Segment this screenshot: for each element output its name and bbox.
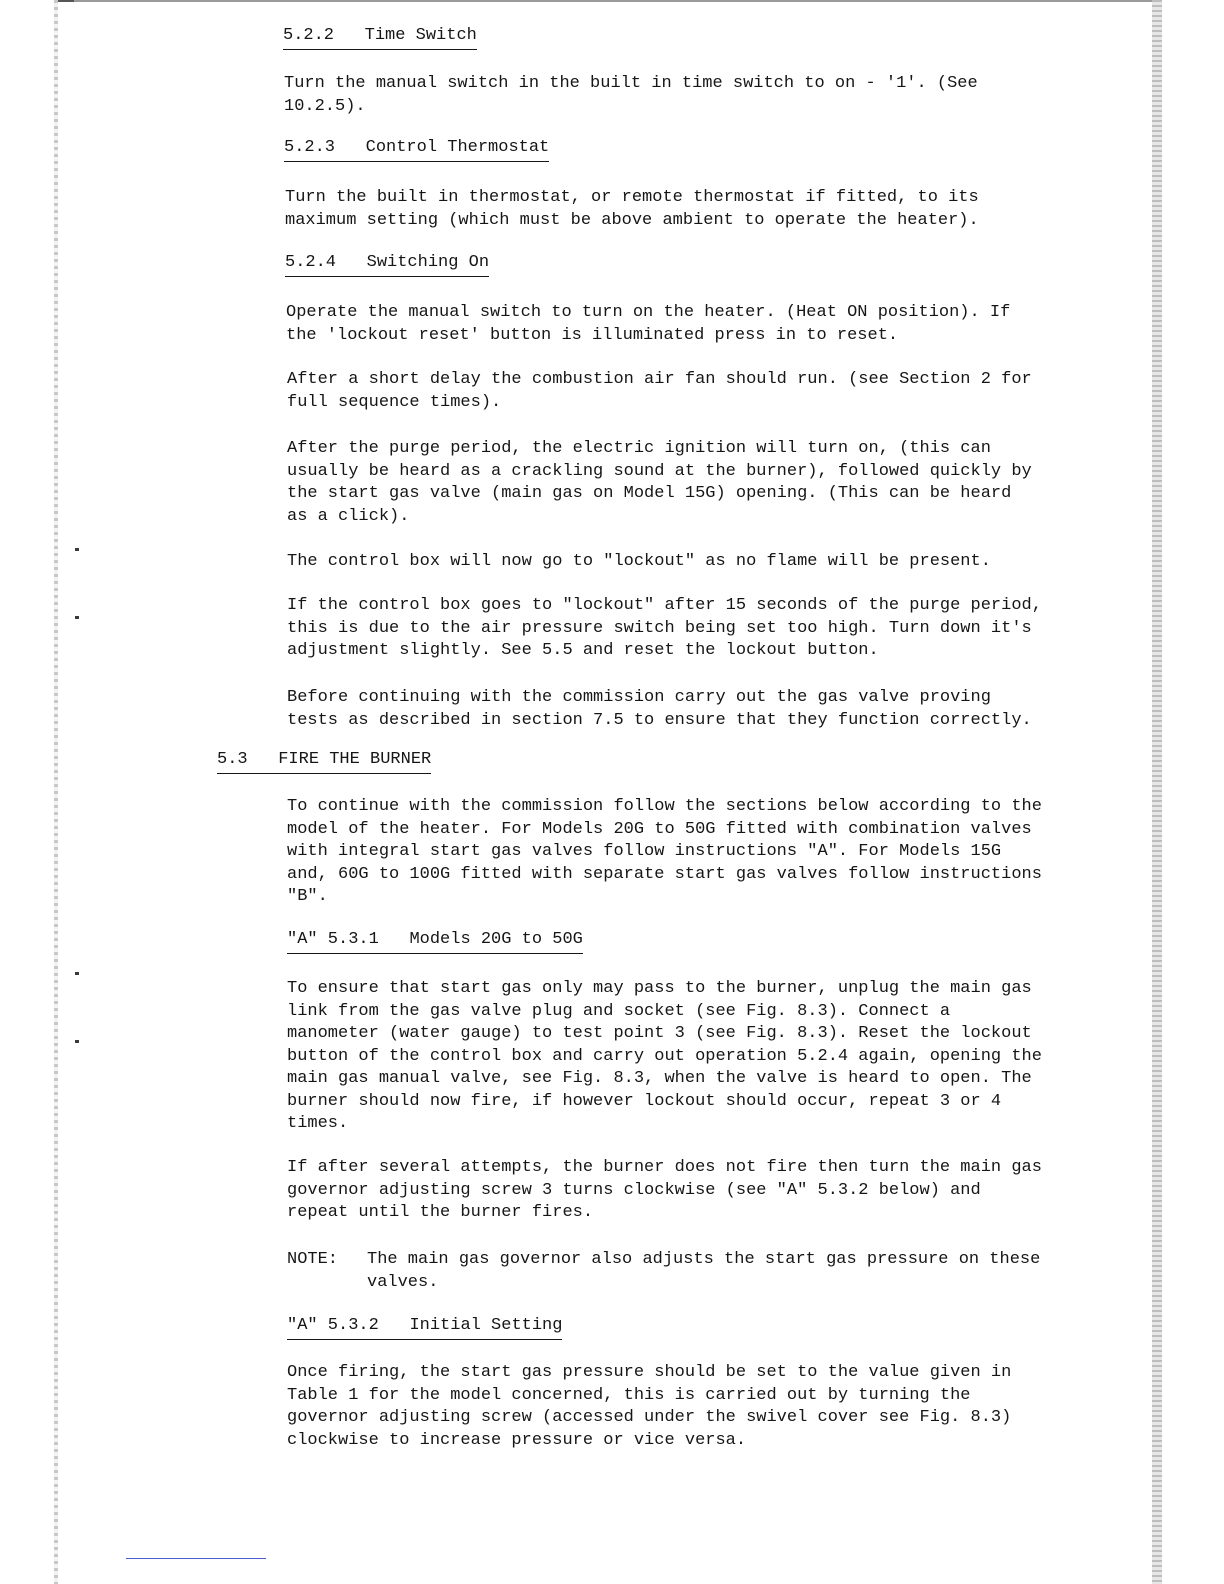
- section-title: Models 20G to 50G: [409, 930, 583, 949]
- paragraph-switching-on: Operate the manual switch to turn on the heater. (Heat ON position). If the 'lockout reset' button is illuminated press in to reset.: [286, 303, 1011, 345]
- section-title: Control Thermostat: [365, 138, 550, 157]
- paragraph-fan-run: After a short delay the combustion air fan should run. (see Section 2 for full sequence times).: [287, 370, 1032, 412]
- section-heading-a-5-3-1: [287, 929, 583, 954]
- section-title: Switching On: [366, 253, 490, 272]
- section-heading-5-2-4: [285, 252, 489, 277]
- paragraph-control-thermostat: Turn the built in thermostat, or remote thermostat if fitted, to its maximum setting (which must be above ambient to operate the heater).: [285, 188, 979, 230]
- paragraph-proving-tests: Before continuing with the commission carry out the gas valve proving tests as described in section 7.5 to ensure that they function correctly.: [287, 688, 1032, 730]
- note-block: [287, 1249, 1157, 1295]
- paragraph-governor: If after several attempts, the burner does not fire then turn the main gas governor adjusting screw 3 turns clockwise (see "A" 5.3.2 below) and repeat until the burner fires.: [287, 1158, 1042, 1222]
- scan-edge-top: [54, 0, 1160, 2]
- scan-speck: [75, 972, 79, 975]
- section-number: 5.2.3: [284, 138, 336, 157]
- section-number: 5.3: [217, 750, 248, 769]
- scan-speck: [75, 1040, 79, 1043]
- paragraph-ignition: After the purge period, the electric ignition will turn on, (this can usually be heard as a crackling sound at the burner), followed quickly by the start gas valve (main gas on Model 15G) opening. (This can be heard as a click).: [287, 439, 1032, 526]
- note-text: The main gas governor also adjusts the start gas pressure on these valves.: [367, 1250, 1041, 1292]
- paragraph-lockout: The control box will now go to "lockout" as no flame will be present.: [287, 552, 991, 571]
- section-title: FIRE THE BURNER: [278, 750, 432, 769]
- section-number: 5.2.4: [285, 253, 337, 272]
- section-title: Time Switch: [364, 26, 477, 45]
- section-heading-5-2-3: [284, 137, 549, 162]
- scan-edge-right: [1152, 0, 1162, 1584]
- paragraph-air-pressure: If the control box goes to "lockout" after 15 seconds of the purge period, this is due to the air pressure switch being set too high. Turn down it's adjustment slightly. See 5.5 and reset the lockout button.: [287, 596, 1042, 660]
- section-heading-a-5-3-2: [287, 1315, 562, 1340]
- section-number: 5.2.2: [283, 26, 335, 45]
- section-heading-5-3: [217, 749, 431, 774]
- footer-rule: [126, 1558, 266, 1559]
- section-number: "A" 5.3.1: [287, 930, 379, 949]
- section-title: Initial Setting: [409, 1316, 563, 1335]
- section-heading-5-2-2: [283, 25, 477, 50]
- section-number: "A" 5.3.2: [287, 1316, 379, 1335]
- paragraph-fire-burner: To continue with the commission follow the sections below according to the model of the heater. For Models 20G to 50G fitted with combination valves with integral start gas valves follow instructions "A". For Models 15G and, 60G to 100G fitted with separate start gas valves follow instructions "B".: [287, 797, 1042, 906]
- scan-speck: [75, 548, 79, 551]
- paragraph-start-gas: To ensure that start gas only may pass to the burner, unplug the main gas link from the gas valve plug and socket (see Fig. 8.3). Connect a manometer (water gauge) to test point 3 (see Fig. 8.3). Reset the lockout button of the control box and carry out operation 5.2.4 again, opening the main gas manual valve, see Fig. 8.3, when the valve is heard to open. The burner should now fire, if however lockout should occur, repeat 3 or 4 times.: [287, 979, 1042, 1133]
- scan-edge-left: [54, 0, 58, 1584]
- note-label: NOTE:: [287, 1250, 339, 1269]
- paragraph-initial-setting: Once firing, the start gas pressure should be set to the value given in Table 1 for the model concerned, this is carried out by turning the governor adjusting screw (accessed under the swivel cover see Fig. 8.3) clockwise to increase pressure or vice versa.: [287, 1363, 1012, 1450]
- paragraph-time-switch: Turn the manual switch in the built in time switch to on - '1'. (See 10.2.5).: [284, 74, 978, 116]
- scan-speck: [75, 616, 79, 619]
